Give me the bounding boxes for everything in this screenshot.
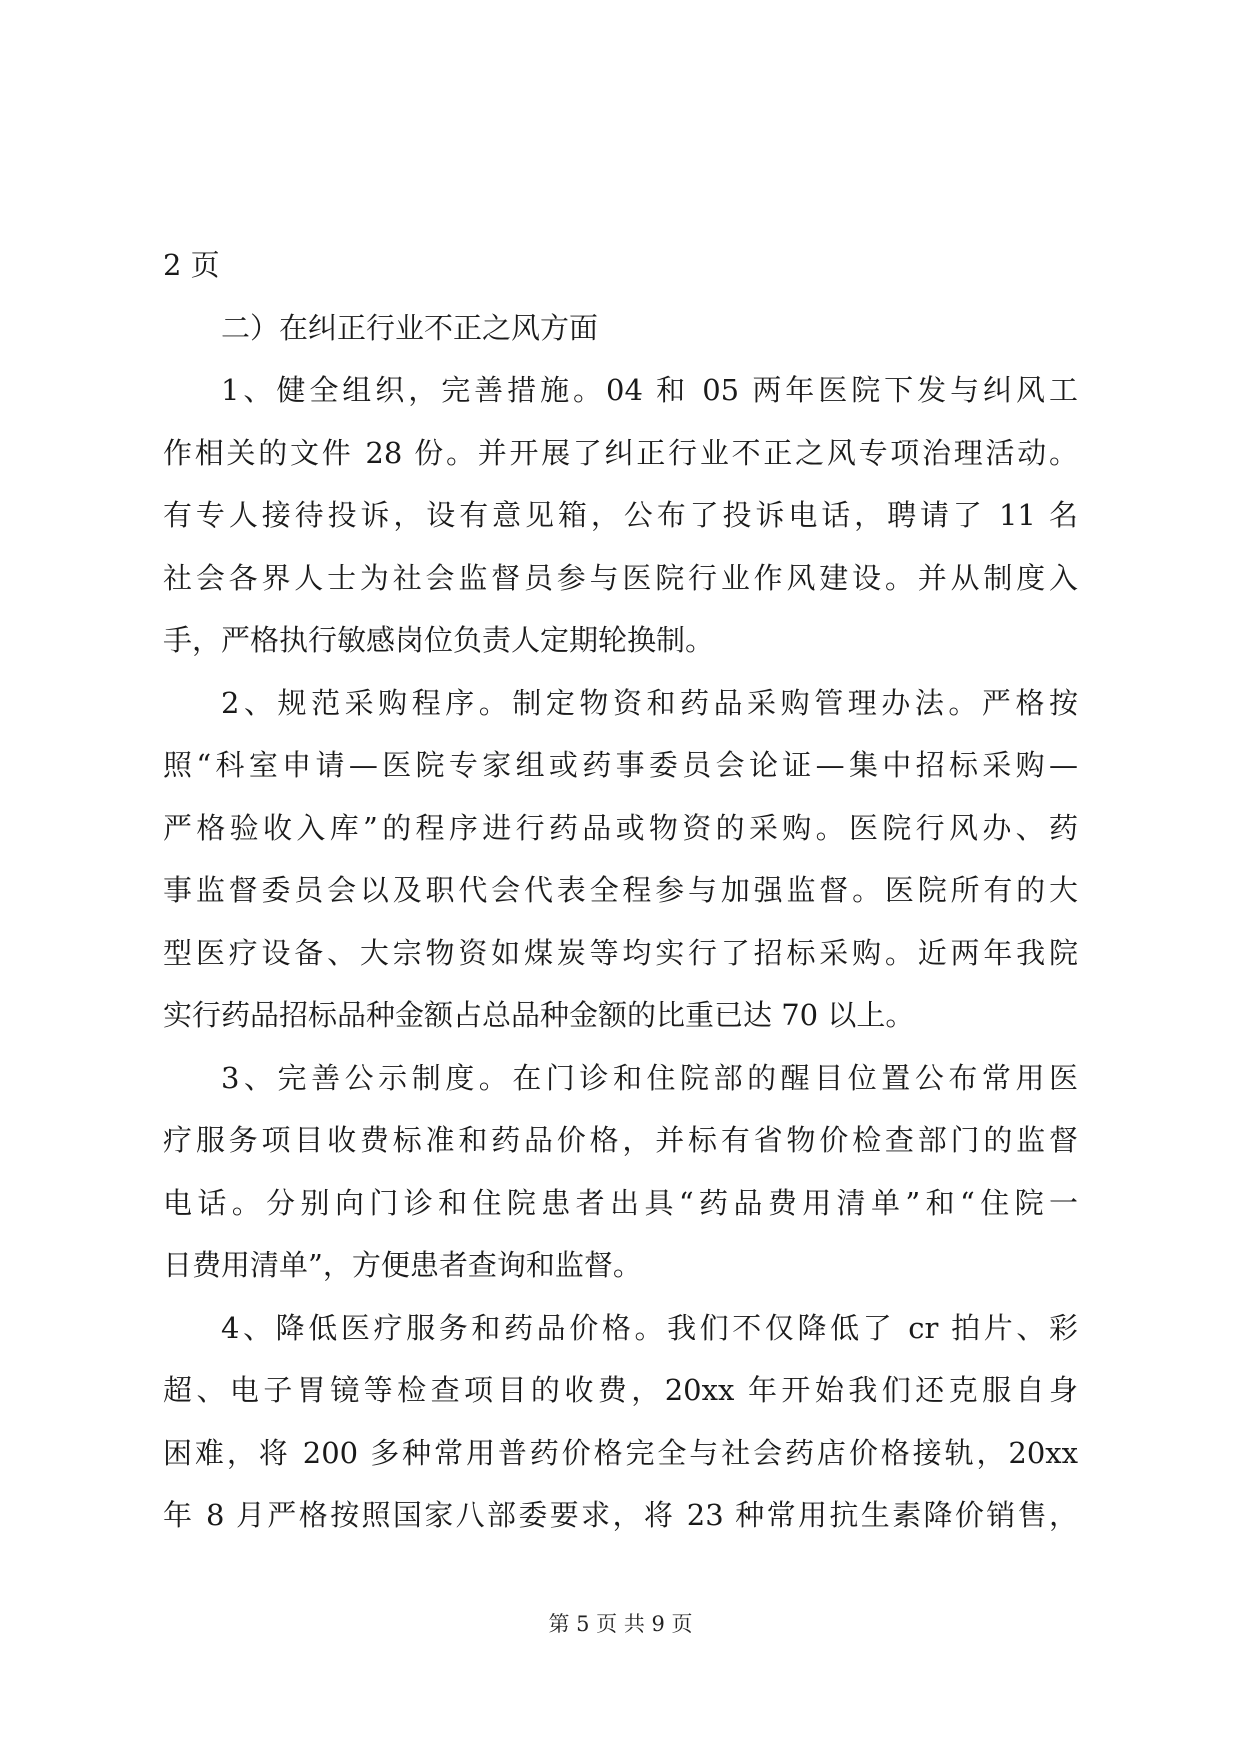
paragraph-line: 事监督委员会以及职代会代表全程参与加强监督。医院所有的大 — [163, 873, 1078, 907]
paragraph-line: 1、健全组织，完善措施。04 和 05 两年医院下发与纠风工 — [221, 373, 1078, 407]
paragraph-line: 3、完善公示制度。在门诊和住院部的醒目位置公布常用医 — [221, 1060, 1078, 1095]
paragraph-line: 电话。分别向门诊和住院患者出具“药品费用清单”和“住院一 — [163, 1185, 1078, 1220]
paragraph-line: 年 8 月严格按照国家八部委要求，将 23 种常用抗生素降价销售， — [163, 1498, 1078, 1532]
paragraph-line: 超、电子胃镜等检查项目的收费，20xx 年开始我们还克服自身 — [163, 1373, 1078, 1407]
paragraph-line: 4、降低医疗服务和药品价格。我们不仅降低了 cr 拍片、彩 — [221, 1310, 1078, 1345]
paragraph-line: 实行药品招标品种金额占总品种金额的比重已达 70 以上。 — [163, 998, 915, 1032]
document-body — [163, 234, 1078, 1547]
paragraph-line: 困难，将 200 多种常用普药价格完全与社会药店价格接轨，20xx — [163, 1435, 1078, 1470]
paragraph-line: 严格验收入库”的程序进行药品或物资的采购。医院行风办、药 — [163, 810, 1078, 845]
paragraph-line: 社会各界人士为社会监督员参与医院行业作风建设。并从制度入 — [163, 560, 1078, 595]
section-heading: 二）在纠正行业不正之风方面 — [221, 310, 599, 345]
page-continuation-text: 2 页 — [163, 248, 220, 282]
paragraph-line: 手，严格执行敏感岗位负责人定期轮换制。 — [163, 623, 715, 657]
paragraph-line: 2、规范采购程序。制定物资和药品采购管理办法。严格按 — [221, 685, 1078, 720]
paragraph-line: 照“科室申请—医院专家组或药事委员会论证—集中招标采购— — [163, 748, 1078, 782]
paragraph-line: 疗服务项目收费标准和药品价格，并标有省物价检查部门的监督 — [163, 1123, 1078, 1157]
paragraph-line: 作相关的文件 28 份。并开展了纠正行业不正之风专项治理活动。 — [163, 435, 1078, 470]
paragraph-line: 有专人接待投诉，设有意见箱，公布了投诉电话，聘请了 11 名 — [163, 498, 1078, 532]
page-footer: 第 5 页 共 9 页 — [548, 1612, 693, 1636]
paragraph-line: 型医疗设备、大宗物资如煤炭等均实行了招标采购。近两年我院 — [163, 935, 1078, 970]
paragraph-line: 日费用清单”，方便患者查询和监督。 — [163, 1248, 642, 1282]
